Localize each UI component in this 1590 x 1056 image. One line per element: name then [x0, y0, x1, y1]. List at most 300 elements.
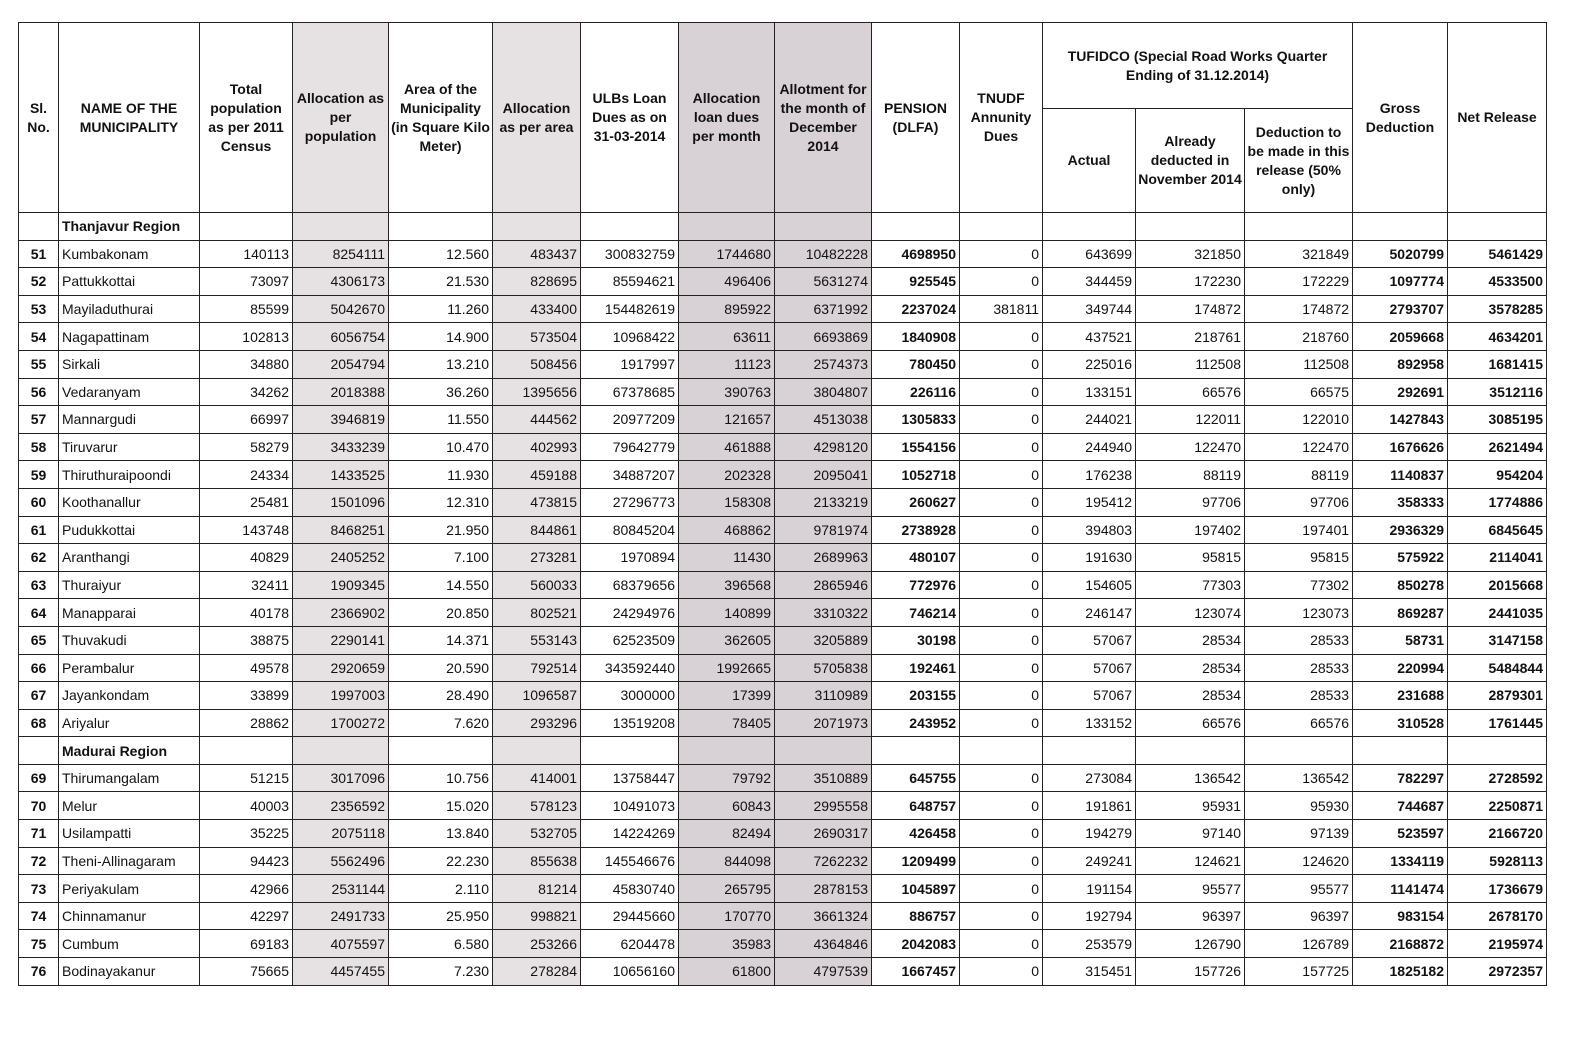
cell-alloc-loan: 170770 [679, 902, 775, 930]
empty-cell [581, 213, 679, 241]
cell-alloc-area: 844861 [493, 516, 581, 544]
cell-tnudf: 0 [960, 461, 1043, 489]
table-row [19, 433, 1547, 461]
cell-pension: 645755 [872, 764, 960, 792]
cell-alloc-loan: 11123 [679, 350, 775, 378]
cell-sl-no: 76 [19, 958, 59, 986]
cell-population: 140113 [200, 240, 293, 268]
cell-tufidco-deduction: 95577 [1245, 875, 1353, 903]
cell-tufidco-already: 97140 [1136, 820, 1245, 848]
cell-municipality-name: Usilampatti [59, 820, 200, 848]
table-row [19, 820, 1547, 848]
cell-sl-no: 60 [19, 488, 59, 516]
cell-area: 2.110 [389, 875, 493, 903]
cell-gross-deduction: 220994 [1353, 654, 1448, 682]
cell-sl-no: 58 [19, 433, 59, 461]
cell-allotment: 2865946 [775, 571, 872, 599]
empty-cell [1353, 213, 1448, 241]
cell-allotment: 2995558 [775, 792, 872, 820]
cell-sl-no: 66 [19, 654, 59, 682]
cell-alloc-area: 508456 [493, 350, 581, 378]
cell-alloc-loan: 844098 [679, 847, 775, 875]
cell-tufidco-actual: 394803 [1043, 516, 1136, 544]
empty-cell [200, 213, 293, 241]
cell-allotment: 2574373 [775, 350, 872, 378]
cell-municipality-name: Periyakulam [59, 875, 200, 903]
cell-municipality-name: Melur [59, 792, 200, 820]
cell-tnudf: 0 [960, 240, 1043, 268]
cell-tnudf: 0 [960, 820, 1043, 848]
cell-municipality-name: Theni-Allinagaram [59, 847, 200, 875]
cell-tufidco-deduction: 174872 [1245, 295, 1353, 323]
cell-population: 69183 [200, 930, 293, 958]
cell-alloc-area: 998821 [493, 902, 581, 930]
cell-municipality-name: Koothanallur [59, 488, 200, 516]
cell-tnudf: 0 [960, 599, 1043, 627]
cell-tufidco-deduction: 122010 [1245, 406, 1353, 434]
cell-area: 11.260 [389, 295, 493, 323]
cell-municipality-name: Thirumangalam [59, 764, 200, 792]
cell-pension: 30198 [872, 626, 960, 654]
table-row [19, 268, 1547, 296]
table-row [19, 709, 1547, 737]
cell-pension: 925545 [872, 268, 960, 296]
table-row [19, 626, 1547, 654]
cell-population: 34262 [200, 378, 293, 406]
cell-alloc-population: 8468251 [293, 516, 389, 544]
cell-tufidco-actual: 191630 [1043, 544, 1136, 572]
cell-tufidco-actual: 246147 [1043, 599, 1136, 627]
cell-sl-no: 67 [19, 682, 59, 710]
cell-tufidco-deduction: 77302 [1245, 571, 1353, 599]
cell-tufidco-actual: 176238 [1043, 461, 1136, 489]
cell-pension: 192461 [872, 654, 960, 682]
cell-tufidco-already: 122470 [1136, 433, 1245, 461]
cell-tufidco-deduction: 28533 [1245, 654, 1353, 682]
cell-allotment: 5705838 [775, 654, 872, 682]
allocation-table [18, 22, 1547, 986]
cell-net-release: 2678170 [1448, 902, 1547, 930]
cell-tnudf: 0 [960, 516, 1043, 544]
cell-area: 14.550 [389, 571, 493, 599]
cell-pension: 4698950 [872, 240, 960, 268]
header-sl-no: Sl. No. [19, 23, 59, 213]
cell-pension: 1840908 [872, 323, 960, 351]
empty-cell [679, 737, 775, 765]
cell-loan-dues: 79642779 [581, 433, 679, 461]
cell-pension: 780450 [872, 350, 960, 378]
cell-area: 12.310 [389, 488, 493, 516]
cell-alloc-population: 5562496 [293, 847, 389, 875]
cell-net-release: 1681415 [1448, 350, 1547, 378]
cell-alloc-loan: 35983 [679, 930, 775, 958]
cell-tufidco-deduction: 321849 [1245, 240, 1353, 268]
cell-area: 7.230 [389, 958, 493, 986]
cell-sl-no: 63 [19, 571, 59, 599]
table-row [19, 350, 1547, 378]
header-tnudf: TNUDF Annunity Dues [960, 23, 1043, 213]
cell-tnudf: 0 [960, 268, 1043, 296]
cell-alloc-area: 578123 [493, 792, 581, 820]
cell-gross-deduction: 523597 [1353, 820, 1448, 848]
cell-tufidco-deduction: 95930 [1245, 792, 1353, 820]
empty-cell [19, 737, 59, 765]
cell-allotment: 6693869 [775, 323, 872, 351]
cell-tnudf: 0 [960, 902, 1043, 930]
cell-pension: 746214 [872, 599, 960, 627]
cell-gross-deduction: 1427843 [1353, 406, 1448, 434]
cell-gross-deduction: 58731 [1353, 626, 1448, 654]
cell-pension: 1209499 [872, 847, 960, 875]
cell-alloc-population: 2491733 [293, 902, 389, 930]
allocation-document [18, 22, 1546, 986]
cell-municipality-name: Thiruthuraipoondi [59, 461, 200, 489]
empty-cell [775, 737, 872, 765]
cell-sl-no: 69 [19, 764, 59, 792]
cell-municipality-name: Ariyalur [59, 709, 200, 737]
cell-pension: 426458 [872, 820, 960, 848]
cell-gross-deduction: 1097774 [1353, 268, 1448, 296]
cell-alloc-area: 1395656 [493, 378, 581, 406]
cell-area: 21.950 [389, 516, 493, 544]
cell-alloc-area: 802521 [493, 599, 581, 627]
cell-tnudf: 381811 [960, 295, 1043, 323]
cell-loan-dues: 6204478 [581, 930, 679, 958]
cell-allotment: 7262232 [775, 847, 872, 875]
table-header [19, 23, 1547, 213]
cell-alloc-loan: 60843 [679, 792, 775, 820]
cell-tufidco-already: 95577 [1136, 875, 1245, 903]
cell-alloc-population: 2018388 [293, 378, 389, 406]
cell-tnudf: 0 [960, 323, 1043, 351]
empty-cell [679, 213, 775, 241]
cell-population: 42966 [200, 875, 293, 903]
cell-sl-no: 57 [19, 406, 59, 434]
cell-population: 42297 [200, 902, 293, 930]
cell-net-release: 1761445 [1448, 709, 1547, 737]
table-row [19, 571, 1547, 599]
cell-tnudf: 0 [960, 544, 1043, 572]
cell-population: 102813 [200, 323, 293, 351]
header-deduction: Deduction to be made in this release (50% only) [1245, 109, 1353, 213]
cell-tufidco-already: 95815 [1136, 544, 1245, 572]
cell-allotment: 3310322 [775, 599, 872, 627]
cell-alloc-population: 4306173 [293, 268, 389, 296]
cell-tufidco-deduction: 97139 [1245, 820, 1353, 848]
cell-municipality-name: Mayiladuthurai [59, 295, 200, 323]
header-net: Net Release [1448, 23, 1547, 213]
cell-area: 15.020 [389, 792, 493, 820]
cell-municipality-name: Jayankondam [59, 682, 200, 710]
cell-tufidco-already: 218761 [1136, 323, 1245, 351]
cell-alloc-area: 414001 [493, 764, 581, 792]
cell-gross-deduction: 1140837 [1353, 461, 1448, 489]
cell-net-release: 3085195 [1448, 406, 1547, 434]
cell-sl-no: 65 [19, 626, 59, 654]
cell-tufidco-deduction: 124620 [1245, 847, 1353, 875]
cell-alloc-population: 2356592 [293, 792, 389, 820]
region-row [19, 213, 1547, 241]
table-row [19, 378, 1547, 406]
cell-gross-deduction: 310528 [1353, 709, 1448, 737]
cell-tufidco-actual: 643699 [1043, 240, 1136, 268]
cell-allotment: 3804807 [775, 378, 872, 406]
cell-tufidco-actual: 249241 [1043, 847, 1136, 875]
cell-tufidco-deduction: 28533 [1245, 626, 1353, 654]
cell-tufidco-already: 28534 [1136, 682, 1245, 710]
empty-cell [293, 213, 389, 241]
cell-loan-dues: 3000000 [581, 682, 679, 710]
cell-area: 13.840 [389, 820, 493, 848]
cell-allotment: 2071973 [775, 709, 872, 737]
cell-pension: 243952 [872, 709, 960, 737]
cell-tufidco-actual: 191154 [1043, 875, 1136, 903]
cell-area: 14.900 [389, 323, 493, 351]
cell-sl-no: 61 [19, 516, 59, 544]
table-row [19, 847, 1547, 875]
cell-municipality-name: Perambalur [59, 654, 200, 682]
cell-gross-deduction: 1825182 [1353, 958, 1448, 986]
cell-net-release: 954204 [1448, 461, 1547, 489]
cell-tufidco-actual: 57067 [1043, 654, 1136, 682]
cell-gross-deduction: 850278 [1353, 571, 1448, 599]
cell-pension: 260627 [872, 488, 960, 516]
cell-area: 11.930 [389, 461, 493, 489]
cell-tufidco-actual: 192794 [1043, 902, 1136, 930]
cell-loan-dues: 14224269 [581, 820, 679, 848]
cell-tufidco-deduction: 28533 [1245, 682, 1353, 710]
cell-tufidco-already: 97706 [1136, 488, 1245, 516]
cell-alloc-population: 1909345 [293, 571, 389, 599]
header-allotment: Allotment for the month of December 2014 [775, 23, 872, 213]
cell-loan-dues: 68379656 [581, 571, 679, 599]
table-row [19, 902, 1547, 930]
cell-alloc-population: 2405252 [293, 544, 389, 572]
cell-tufidco-deduction: 197401 [1245, 516, 1353, 544]
cell-net-release: 2166720 [1448, 820, 1547, 848]
cell-tufidco-actual: 191861 [1043, 792, 1136, 820]
cell-population: 33899 [200, 682, 293, 710]
cell-tnudf: 0 [960, 433, 1043, 461]
table-row [19, 240, 1547, 268]
cell-allotment: 3661324 [775, 902, 872, 930]
cell-net-release: 5928113 [1448, 847, 1547, 875]
cell-alloc-area: 483437 [493, 240, 581, 268]
cell-sl-no: 55 [19, 350, 59, 378]
cell-net-release: 5461429 [1448, 240, 1547, 268]
cell-loan-dues: 62523509 [581, 626, 679, 654]
cell-tufidco-already: 174872 [1136, 295, 1245, 323]
cell-net-release: 4533500 [1448, 268, 1547, 296]
empty-cell [1448, 213, 1547, 241]
cell-population: 94423 [200, 847, 293, 875]
cell-allotment: 3110989 [775, 682, 872, 710]
cell-municipality-name: Pudukkottai [59, 516, 200, 544]
table-row [19, 295, 1547, 323]
cell-tufidco-already: 136542 [1136, 764, 1245, 792]
cell-tnudf: 0 [960, 378, 1043, 406]
cell-net-release: 1774886 [1448, 488, 1547, 516]
cell-net-release: 5484844 [1448, 654, 1547, 682]
cell-sl-no: 56 [19, 378, 59, 406]
cell-alloc-population: 5042670 [293, 295, 389, 323]
table-row [19, 488, 1547, 516]
cell-population: 40829 [200, 544, 293, 572]
cell-municipality-name: Mannargudi [59, 406, 200, 434]
cell-allotment: 4364846 [775, 930, 872, 958]
cell-alloc-loan: 79792 [679, 764, 775, 792]
header-municipality: NAME OF THE MUNICIPALITY [59, 23, 200, 213]
cell-municipality-name: Chinnamanur [59, 902, 200, 930]
empty-cell [960, 737, 1043, 765]
cell-pension: 1045897 [872, 875, 960, 903]
cell-area: 36.260 [389, 378, 493, 406]
cell-tufidco-actual: 154605 [1043, 571, 1136, 599]
cell-alloc-loan: 396568 [679, 571, 775, 599]
cell-municipality-name: Cumbum [59, 930, 200, 958]
cell-tufidco-already: 66576 [1136, 378, 1245, 406]
cell-tufidco-already: 123074 [1136, 599, 1245, 627]
cell-gross-deduction: 1676626 [1353, 433, 1448, 461]
cell-sl-no: 71 [19, 820, 59, 848]
cell-allotment: 2690317 [775, 820, 872, 848]
cell-loan-dues: 20977209 [581, 406, 679, 434]
cell-pension: 886757 [872, 902, 960, 930]
cell-area: 20.590 [389, 654, 493, 682]
cell-alloc-loan: 63611 [679, 323, 775, 351]
cell-tufidco-already: 28534 [1136, 654, 1245, 682]
cell-tufidco-actual: 194279 [1043, 820, 1136, 848]
cell-tufidco-actual: 244940 [1043, 433, 1136, 461]
cell-tnudf: 0 [960, 571, 1043, 599]
cell-tnudf: 0 [960, 930, 1043, 958]
cell-allotment: 9781974 [775, 516, 872, 544]
cell-alloc-population: 2531144 [293, 875, 389, 903]
cell-tufidco-already: 124621 [1136, 847, 1245, 875]
cell-alloc-population: 3946819 [293, 406, 389, 434]
cell-population: 66997 [200, 406, 293, 434]
cell-gross-deduction: 2059668 [1353, 323, 1448, 351]
cell-allotment: 2095041 [775, 461, 872, 489]
table-row [19, 654, 1547, 682]
empty-cell [775, 213, 872, 241]
cell-tnudf: 0 [960, 654, 1043, 682]
cell-alloc-population: 4457455 [293, 958, 389, 986]
table-row [19, 764, 1547, 792]
empty-cell [1353, 737, 1448, 765]
cell-tnudf: 0 [960, 764, 1043, 792]
cell-sl-no: 75 [19, 930, 59, 958]
cell-tnudf: 0 [960, 626, 1043, 654]
cell-population: 40003 [200, 792, 293, 820]
cell-gross-deduction: 1141474 [1353, 875, 1448, 903]
cell-allotment: 6371992 [775, 295, 872, 323]
cell-tufidco-already: 28534 [1136, 626, 1245, 654]
cell-alloc-area: 278284 [493, 958, 581, 986]
cell-alloc-loan: 140899 [679, 599, 775, 627]
cell-tufidco-actual: 437521 [1043, 323, 1136, 351]
cell-gross-deduction: 782297 [1353, 764, 1448, 792]
cell-population: 75665 [200, 958, 293, 986]
cell-loan-dues: 154482619 [581, 295, 679, 323]
cell-loan-dues: 34887207 [581, 461, 679, 489]
empty-cell [493, 737, 581, 765]
cell-tufidco-already: 321850 [1136, 240, 1245, 268]
cell-population: 49578 [200, 654, 293, 682]
cell-net-release: 2250871 [1448, 792, 1547, 820]
header-gross: Gross Deduction [1353, 23, 1448, 213]
cell-sl-no: 68 [19, 709, 59, 737]
cell-allotment: 4797539 [775, 958, 872, 986]
cell-alloc-area: 459188 [493, 461, 581, 489]
cell-tufidco-actual: 133152 [1043, 709, 1136, 737]
cell-area: 6.580 [389, 930, 493, 958]
cell-alloc-loan: 1992665 [679, 654, 775, 682]
cell-pension: 1305833 [872, 406, 960, 434]
header-alloc-area: Allocation as per area [493, 23, 581, 213]
cell-municipality-name: Tiruvarur [59, 433, 200, 461]
cell-loan-dues: 24294976 [581, 599, 679, 627]
cell-net-release: 2728592 [1448, 764, 1547, 792]
cell-loan-dues: 85594621 [581, 268, 679, 296]
header-tufidco: TUFIDCO (Special Road Works Quarter Ending of 31.12.2014) [1043, 23, 1353, 109]
cell-loan-dues: 300832759 [581, 240, 679, 268]
cell-alloc-loan: 61800 [679, 958, 775, 986]
cell-sl-no: 53 [19, 295, 59, 323]
cell-alloc-population: 1700272 [293, 709, 389, 737]
cell-tufidco-actual: 344459 [1043, 268, 1136, 296]
cell-pension: 2237024 [872, 295, 960, 323]
cell-sl-no: 54 [19, 323, 59, 351]
empty-cell [293, 737, 389, 765]
cell-net-release: 2195974 [1448, 930, 1547, 958]
cell-tufidco-deduction: 66576 [1245, 709, 1353, 737]
cell-alloc-loan: 82494 [679, 820, 775, 848]
cell-area: 12.560 [389, 240, 493, 268]
empty-cell [872, 737, 960, 765]
cell-alloc-loan: 468862 [679, 516, 775, 544]
cell-loan-dues: 343592440 [581, 654, 679, 682]
cell-allotment: 3205889 [775, 626, 872, 654]
cell-population: 35225 [200, 820, 293, 848]
cell-tufidco-already: 122011 [1136, 406, 1245, 434]
cell-tufidco-already: 77303 [1136, 571, 1245, 599]
cell-alloc-population: 2075118 [293, 820, 389, 848]
cell-tufidco-already: 66576 [1136, 709, 1245, 737]
cell-gross-deduction: 2793707 [1353, 295, 1448, 323]
cell-tnudf: 0 [960, 350, 1043, 378]
empty-cell [1136, 213, 1245, 241]
cell-alloc-loan: 158308 [679, 488, 775, 516]
cell-alloc-loan: 390763 [679, 378, 775, 406]
cell-tnudf: 0 [960, 682, 1043, 710]
cell-alloc-population: 6056754 [293, 323, 389, 351]
cell-tufidco-deduction: 123073 [1245, 599, 1353, 627]
cell-sl-no: 52 [19, 268, 59, 296]
cell-area: 7.100 [389, 544, 493, 572]
empty-cell [389, 737, 493, 765]
cell-area: 11.550 [389, 406, 493, 434]
cell-alloc-area: 273281 [493, 544, 581, 572]
cell-population: 32411 [200, 571, 293, 599]
cell-net-release: 1736679 [1448, 875, 1547, 903]
cell-alloc-area: 433400 [493, 295, 581, 323]
cell-alloc-loan: 202328 [679, 461, 775, 489]
cell-gross-deduction: 575922 [1353, 544, 1448, 572]
cell-sl-no: 51 [19, 240, 59, 268]
cell-loan-dues: 13758447 [581, 764, 679, 792]
cell-tufidco-actual: 57067 [1043, 626, 1136, 654]
